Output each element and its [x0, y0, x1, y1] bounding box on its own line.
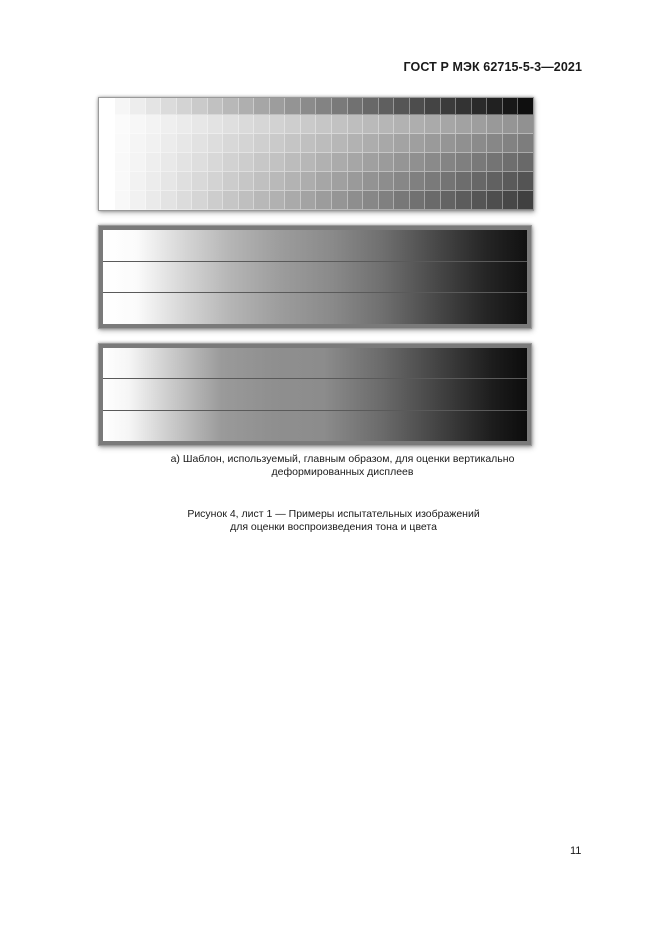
grid-cell	[192, 115, 208, 134]
grid-cell	[254, 172, 270, 191]
grid-cell	[472, 115, 488, 134]
grid-cell	[472, 191, 488, 210]
figure-caption	[3, 508, 661, 534]
grid-cell	[192, 172, 208, 191]
grid-cell	[146, 172, 162, 191]
grid-cell	[379, 153, 395, 172]
grid-row	[99, 115, 533, 134]
grid-cell	[441, 172, 457, 191]
grid-cell	[130, 115, 146, 134]
grid-cell	[394, 191, 410, 210]
grid-cell	[410, 191, 426, 210]
grid-cell	[410, 98, 426, 115]
grid-cell	[115, 134, 131, 153]
grid-cell	[270, 98, 286, 115]
grid-cell	[394, 172, 410, 191]
grid-cell	[254, 191, 270, 210]
grayscale-step-grid-image	[98, 97, 534, 211]
figure-caption-line-2: для оценки воспроизведения тона и цвета	[230, 521, 437, 533]
grid-cell	[316, 172, 332, 191]
grid-cell	[316, 153, 332, 172]
grid-cell	[270, 172, 286, 191]
grid-row	[99, 153, 533, 172]
grid-cell	[456, 172, 472, 191]
grid-cell	[348, 134, 364, 153]
grid-cell	[239, 98, 255, 115]
grid-row	[99, 134, 533, 153]
grid-cell	[503, 191, 519, 210]
grid-cell	[487, 134, 503, 153]
grayscale-gradient-image-2	[98, 343, 532, 446]
grid-cell	[425, 134, 441, 153]
grid-cell	[456, 98, 472, 115]
grid-cell	[161, 115, 177, 134]
grid-cell	[177, 134, 193, 153]
grid-cell	[379, 115, 395, 134]
grid-cell	[115, 172, 131, 191]
grid-cell	[410, 172, 426, 191]
grid-cell	[410, 153, 426, 172]
grid-row	[99, 191, 533, 210]
grid-cell	[332, 153, 348, 172]
grid-cell	[146, 191, 162, 210]
grid-cell	[379, 134, 395, 153]
grid-cell	[425, 153, 441, 172]
grid-cell	[394, 115, 410, 134]
grid-cell	[518, 134, 533, 153]
grid-cell	[146, 134, 162, 153]
grid-cell	[348, 191, 364, 210]
grid-cell	[254, 153, 270, 172]
grid-cell	[394, 153, 410, 172]
grid-cell	[223, 191, 239, 210]
grid-cell	[332, 172, 348, 191]
grid-cell	[441, 134, 457, 153]
grid-cell	[332, 115, 348, 134]
grid-cell	[115, 115, 131, 134]
grid-cell	[518, 153, 533, 172]
grid-cell	[270, 191, 286, 210]
grid-cell	[472, 153, 488, 172]
grid-cell	[208, 134, 224, 153]
grid-cell	[316, 98, 332, 115]
grid-cell	[363, 191, 379, 210]
grid-row	[99, 98, 533, 115]
grid-cell	[146, 115, 162, 134]
grid-cell	[208, 191, 224, 210]
grid-cell	[472, 134, 488, 153]
grid-cell	[208, 98, 224, 115]
grid-cell	[192, 153, 208, 172]
grid-cell	[363, 172, 379, 191]
grid-cell	[487, 98, 503, 115]
subfigure-caption-line-1: а) Шаблон, используемый, главным образом, для оценки вертикально	[170, 453, 515, 465]
grid-cell	[99, 153, 115, 172]
grid-cell	[487, 191, 503, 210]
grid-cell	[379, 172, 395, 191]
grid-cell	[363, 98, 379, 115]
grid-cell	[487, 172, 503, 191]
grid-cell	[130, 134, 146, 153]
grid-cell	[177, 172, 193, 191]
grid-cell	[379, 191, 395, 210]
grid-cell	[518, 191, 533, 210]
grid-cell	[192, 98, 208, 115]
grid-cell	[348, 115, 364, 134]
subfigure-caption-line-2: деформированных дисплеев	[271, 466, 414, 478]
grid-cell	[177, 98, 193, 115]
grid-cell	[99, 115, 115, 134]
grid-cell	[239, 191, 255, 210]
grid-cell	[441, 98, 457, 115]
grid-cell	[239, 172, 255, 191]
gradient-strip	[103, 230, 527, 262]
grid-cell	[239, 134, 255, 153]
grid-cell	[285, 191, 301, 210]
grid-row	[99, 172, 533, 191]
grid-cell	[161, 134, 177, 153]
grid-cell	[518, 115, 533, 134]
grid-cell	[472, 98, 488, 115]
grid-cell	[503, 172, 519, 191]
gradient-strip	[103, 379, 527, 410]
grid-cell	[487, 115, 503, 134]
grid-cell	[503, 153, 519, 172]
document-header: ГОСТ Р МЭК 62715-5-3—2021	[403, 60, 582, 74]
grid-cell	[348, 172, 364, 191]
grid-cell	[410, 134, 426, 153]
grid-cell	[270, 134, 286, 153]
grid-cell	[223, 172, 239, 191]
grid-cell	[363, 153, 379, 172]
grid-cell	[472, 172, 488, 191]
grid-cell	[518, 98, 533, 115]
grid-cell	[518, 172, 533, 191]
grid-cell	[301, 134, 317, 153]
grid-cell	[348, 98, 364, 115]
grid-cell	[332, 134, 348, 153]
grid-cell	[239, 153, 255, 172]
grid-cell	[99, 191, 115, 210]
grid-cell	[270, 153, 286, 172]
grid-cell	[285, 153, 301, 172]
grid-cell	[254, 134, 270, 153]
grid-cell	[285, 172, 301, 191]
grid-cell	[363, 115, 379, 134]
grid-cell	[115, 98, 131, 115]
grid-cell	[223, 98, 239, 115]
grid-cell	[394, 98, 410, 115]
gradient-strip	[103, 293, 527, 324]
grid-cell	[379, 98, 395, 115]
subfigure-caption	[12, 453, 661, 479]
grid-cell	[130, 98, 146, 115]
grid-cell	[99, 134, 115, 153]
grid-cell	[425, 191, 441, 210]
grid-cell	[177, 115, 193, 134]
grid-cell	[456, 153, 472, 172]
page-number: 11	[570, 845, 582, 857]
grid-cell	[503, 98, 519, 115]
grid-cell	[503, 134, 519, 153]
grid-cell	[441, 115, 457, 134]
grid-cell	[130, 172, 146, 191]
grid-cell	[456, 134, 472, 153]
grid-cell	[223, 115, 239, 134]
grid-cell	[425, 115, 441, 134]
grid-cell	[285, 98, 301, 115]
grid-cell	[208, 172, 224, 191]
grayscale-gradient-image-1	[98, 225, 532, 329]
grid-cell	[161, 172, 177, 191]
grid-cell	[332, 191, 348, 210]
grid-cell	[208, 153, 224, 172]
grid-cell	[177, 153, 193, 172]
grid-cell	[332, 98, 348, 115]
grid-cell	[208, 115, 224, 134]
grid-cell	[394, 134, 410, 153]
grid-cell	[301, 98, 317, 115]
grid-cell	[239, 115, 255, 134]
grid-cell	[99, 98, 115, 115]
grid-cell	[130, 191, 146, 210]
grid-cell	[161, 191, 177, 210]
grid-cell	[301, 191, 317, 210]
grid-cell	[223, 153, 239, 172]
grid-cell	[316, 134, 332, 153]
grid-cell	[146, 98, 162, 115]
grid-cell	[441, 191, 457, 210]
grid-cell	[285, 134, 301, 153]
grid-cell	[301, 115, 317, 134]
figure-caption-line-1: Рисунок 4, лист 1 — Примеры испытательных изображений	[187, 508, 480, 520]
grid-cell	[146, 153, 162, 172]
grid-cell	[301, 153, 317, 172]
grid-cell	[316, 191, 332, 210]
grid-cell	[254, 98, 270, 115]
grid-cell	[115, 191, 131, 210]
grid-cell	[161, 98, 177, 115]
grid-cell	[301, 172, 317, 191]
grid-cell	[316, 115, 332, 134]
grid-cell	[441, 153, 457, 172]
grid-cell	[192, 134, 208, 153]
grid-cell	[130, 153, 146, 172]
grid-cell	[487, 153, 503, 172]
grid-cell	[254, 115, 270, 134]
grid-cell	[410, 115, 426, 134]
grid-cell	[456, 115, 472, 134]
grid-cell	[177, 191, 193, 210]
grid-cell	[425, 98, 441, 115]
grid-cell	[285, 115, 301, 134]
grid-cell	[425, 172, 441, 191]
grid-cell	[363, 134, 379, 153]
grid-cell	[503, 115, 519, 134]
grid-cell	[192, 191, 208, 210]
grid-cell	[99, 172, 115, 191]
grid-cell	[348, 153, 364, 172]
grid-cell	[115, 153, 131, 172]
gradient-strip	[103, 348, 527, 379]
grid-cell	[223, 134, 239, 153]
grid-cell	[270, 115, 286, 134]
grid-cell	[456, 191, 472, 210]
gradient-strip	[103, 411, 527, 441]
grid-cell	[161, 153, 177, 172]
gradient-strip	[103, 262, 527, 294]
